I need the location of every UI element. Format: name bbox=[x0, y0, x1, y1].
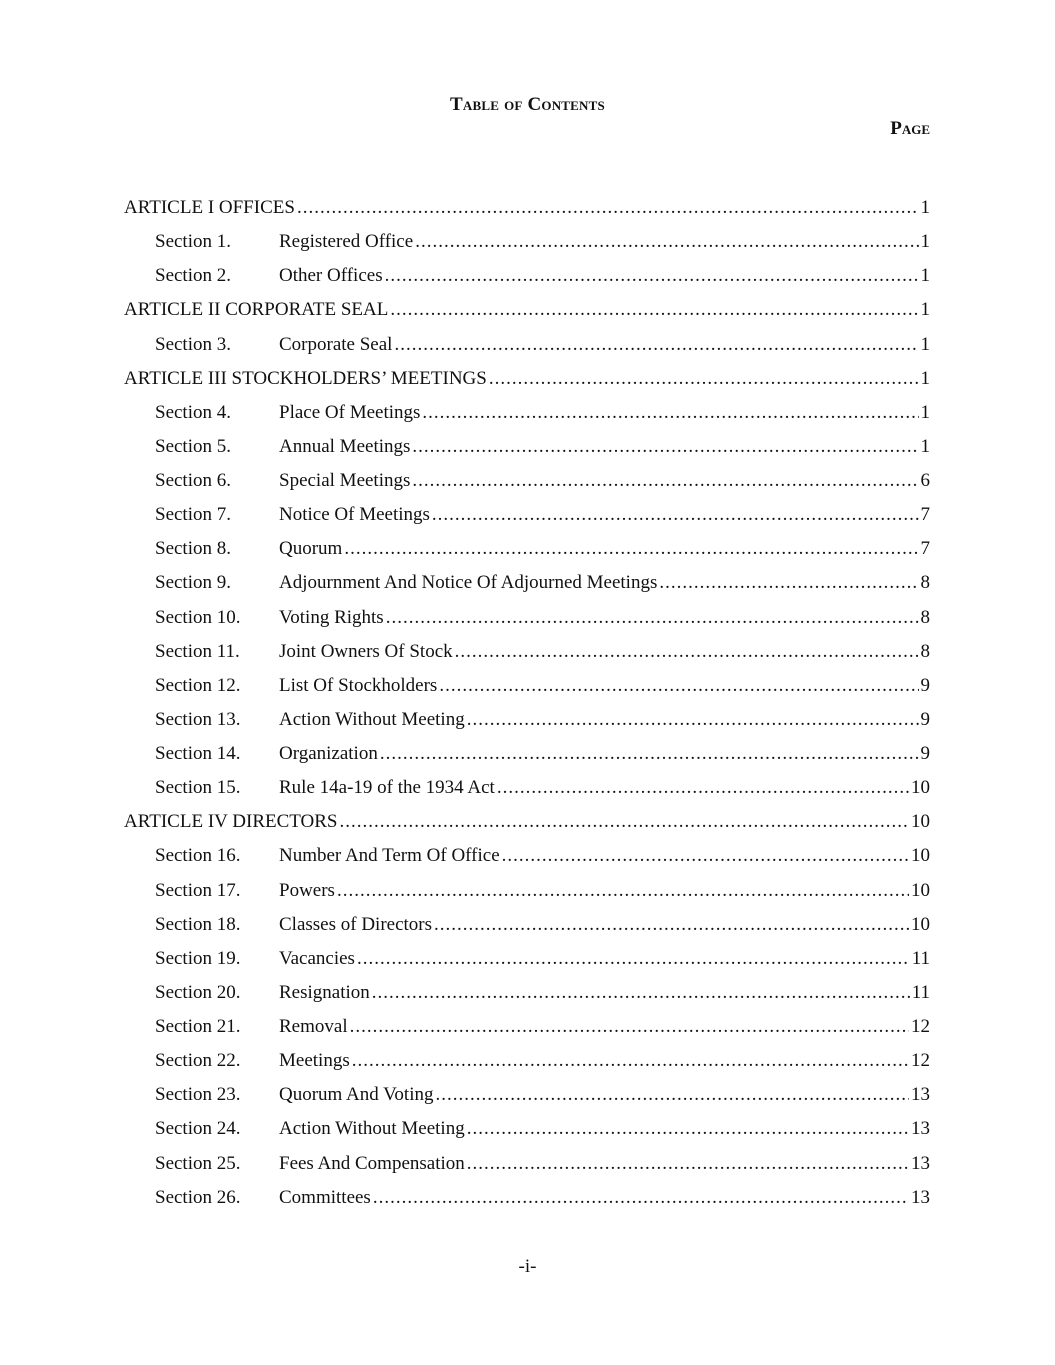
dot-leader bbox=[434, 908, 909, 942]
section-number: Section 21. bbox=[155, 1016, 241, 1037]
page-reference: 7 bbox=[920, 504, 930, 526]
toc-section-entry[interactable] bbox=[124, 532, 930, 566]
dot-leader bbox=[497, 771, 909, 805]
section-title: Committees bbox=[279, 1186, 371, 1208]
section-title: Annual Meetings bbox=[279, 435, 411, 457]
section-number: Section 8. bbox=[155, 538, 231, 560]
page-reference: 1 bbox=[920, 265, 930, 287]
page-reference: 1 bbox=[920, 231, 930, 253]
dot-leader bbox=[380, 737, 919, 771]
section-number: Section 19. bbox=[155, 947, 241, 969]
toc-section-entry[interactable] bbox=[124, 566, 930, 600]
toc-article-entry[interactable] bbox=[124, 805, 930, 839]
toc-section-entry[interactable] bbox=[124, 430, 930, 464]
dot-leader bbox=[415, 225, 918, 259]
page-reference: 11 bbox=[911, 947, 930, 969]
page-reference: 10 bbox=[911, 913, 930, 935]
dot-leader bbox=[412, 464, 918, 498]
dot-leader bbox=[432, 498, 919, 532]
toc-section-entry[interactable] bbox=[124, 259, 930, 293]
dot-leader bbox=[386, 601, 919, 635]
page-reference: 1 bbox=[920, 367, 930, 389]
page-reference: 11 bbox=[911, 981, 930, 1003]
page-reference: 1 bbox=[920, 197, 930, 218]
page-reference: 8 bbox=[920, 606, 930, 628]
dot-leader bbox=[659, 566, 918, 600]
page-number: -i- bbox=[518, 1256, 537, 1277]
section-number: Section 26. bbox=[155, 1186, 241, 1208]
section-title: Rule 14a-19 of the 1934 Act bbox=[279, 777, 495, 799]
toc-section-entry[interactable] bbox=[124, 771, 930, 805]
toc-section-entry[interactable] bbox=[124, 703, 930, 737]
section-number: Section 7. bbox=[155, 504, 231, 526]
section-title: Resignation bbox=[279, 981, 370, 1003]
dot-leader bbox=[467, 1112, 909, 1146]
toc-section-entry[interactable] bbox=[124, 464, 930, 498]
section-title: Organization bbox=[279, 743, 378, 764]
section-number: Section 1. bbox=[155, 231, 231, 253]
dot-leader bbox=[439, 669, 918, 703]
dot-leader bbox=[357, 942, 910, 976]
section-title: Action Without Meeting bbox=[279, 1118, 465, 1140]
page-reference: 1 bbox=[920, 299, 930, 321]
section-number: Section 13. bbox=[155, 708, 241, 730]
section-number: Section 17. bbox=[155, 879, 241, 901]
article-title: ARTICLE I OFFICES bbox=[124, 197, 295, 218]
section-number: Section 10. bbox=[155, 606, 241, 628]
dot-leader bbox=[297, 191, 919, 225]
section-number: Section 14. bbox=[155, 743, 241, 764]
dot-leader bbox=[467, 1147, 909, 1181]
toc-section-entry[interactable] bbox=[124, 1078, 930, 1112]
section-number: Section 15. bbox=[155, 777, 241, 799]
toc-section-entry[interactable] bbox=[124, 1112, 930, 1146]
toc-section-entry[interactable] bbox=[124, 908, 930, 942]
dot-leader bbox=[337, 874, 909, 908]
section-title: Corporate Seal bbox=[279, 333, 393, 355]
section-title: Vacancies bbox=[279, 947, 355, 969]
toc-section-entry[interactable] bbox=[124, 839, 930, 873]
page-reference: 1 bbox=[920, 333, 930, 355]
toc-article-entry[interactable] bbox=[124, 293, 930, 327]
section-title: Special Meetings bbox=[279, 470, 411, 491]
toc-section-entry[interactable] bbox=[124, 498, 930, 532]
dot-leader bbox=[436, 1078, 910, 1112]
page-reference: 9 bbox=[920, 674, 930, 696]
page-reference: 10 bbox=[911, 845, 930, 867]
section-title: Meetings bbox=[279, 1050, 350, 1072]
section-number: Section 12. bbox=[155, 674, 241, 696]
dot-leader bbox=[385, 259, 919, 293]
dot-leader bbox=[394, 328, 918, 362]
section-title: Registered Office bbox=[279, 231, 414, 253]
dot-leader bbox=[352, 1044, 909, 1078]
dot-leader bbox=[340, 805, 910, 839]
dot-leader bbox=[350, 1010, 909, 1044]
page-reference: 13 bbox=[911, 1084, 930, 1106]
section-number: Section 16. bbox=[155, 845, 241, 867]
dot-leader bbox=[373, 1181, 909, 1215]
article-title: ARTICLE IV DIRECTORS bbox=[124, 811, 338, 833]
dot-leader bbox=[422, 396, 918, 430]
article-title: ARTICLE III STOCKHOLDERS’ MEETINGS bbox=[124, 367, 487, 389]
toc-section-entry[interactable] bbox=[124, 601, 930, 635]
section-title: Adjournment And Notice Of Adjourned Meetings bbox=[279, 572, 658, 594]
section-title: Quorum And Voting bbox=[279, 1084, 434, 1106]
section-title: Number And Term Of Office bbox=[279, 845, 500, 867]
page-reference: 9 bbox=[920, 708, 930, 730]
section-number: Section 3. bbox=[155, 333, 231, 355]
toc-section-entry[interactable] bbox=[124, 328, 930, 362]
page-column-label: Page bbox=[890, 118, 930, 139]
toc-article-entry[interactable] bbox=[124, 191, 930, 225]
section-title: Quorum bbox=[279, 538, 343, 560]
page-reference: 10 bbox=[911, 879, 930, 901]
section-number: Section 5. bbox=[155, 435, 231, 457]
section-number: Section 2. bbox=[155, 265, 231, 287]
section-title: Fees And Compensation bbox=[279, 1152, 465, 1174]
toc-title: Table of Contents bbox=[450, 94, 605, 115]
toc-section-entry[interactable] bbox=[124, 396, 930, 430]
toc-section-entry[interactable] bbox=[124, 225, 930, 259]
page-reference: 10 bbox=[911, 811, 930, 833]
page-reference: 12 bbox=[911, 1050, 930, 1072]
page-reference: 12 bbox=[911, 1016, 930, 1037]
section-title: Classes of Directors bbox=[279, 913, 433, 935]
page-reference: 8 bbox=[920, 640, 930, 662]
toc-section-entry[interactable] bbox=[124, 1044, 930, 1078]
toc-section-entry[interactable] bbox=[124, 635, 930, 669]
page-reference: 1 bbox=[920, 435, 930, 457]
page-reference: 8 bbox=[920, 572, 930, 594]
section-number: Section 6. bbox=[155, 470, 231, 491]
toc-section-entry[interactable] bbox=[124, 1010, 930, 1044]
page-reference: 7 bbox=[920, 538, 930, 560]
page-reference: 13 bbox=[911, 1152, 930, 1174]
section-title: Notice Of Meetings bbox=[279, 504, 430, 526]
section-number: Section 11. bbox=[155, 640, 240, 662]
section-number: Section 25. bbox=[155, 1152, 241, 1174]
page-reference: 10 bbox=[911, 777, 930, 799]
page-reference: 9 bbox=[920, 743, 930, 764]
toc-section-entry[interactable] bbox=[124, 942, 930, 976]
page-reference: 6 bbox=[920, 470, 930, 491]
section-number: Section 20. bbox=[155, 981, 241, 1003]
toc-section-entry[interactable] bbox=[124, 976, 930, 1010]
toc-section-entry[interactable] bbox=[124, 1181, 930, 1215]
section-number: Section 18. bbox=[155, 913, 241, 935]
section-number: Section 9. bbox=[155, 572, 231, 594]
section-title: Action Without Meeting bbox=[279, 708, 465, 730]
page-reference: 13 bbox=[911, 1118, 930, 1140]
dot-leader bbox=[344, 532, 918, 566]
dot-leader bbox=[502, 839, 909, 873]
toc-article-entry[interactable] bbox=[124, 362, 930, 396]
toc-section-entry[interactable] bbox=[124, 874, 930, 908]
section-number: Section 22. bbox=[155, 1050, 241, 1072]
section-title: Place Of Meetings bbox=[279, 401, 421, 423]
dot-leader bbox=[390, 293, 918, 327]
section-title: Voting Rights bbox=[279, 606, 384, 628]
section-title: List Of Stockholders bbox=[279, 674, 438, 696]
toc-section-entry[interactable] bbox=[124, 669, 930, 703]
toc-section-entry[interactable] bbox=[124, 737, 930, 771]
dot-leader bbox=[467, 703, 919, 737]
section-number: Section 24. bbox=[155, 1118, 241, 1140]
section-number: Section 4. bbox=[155, 401, 231, 423]
page-reference: 1 bbox=[920, 401, 930, 423]
dot-leader bbox=[412, 430, 918, 464]
section-title: Joint Owners Of Stock bbox=[279, 640, 453, 662]
dot-leader bbox=[489, 362, 919, 396]
dot-leader bbox=[455, 635, 919, 669]
dot-leader bbox=[372, 976, 910, 1010]
section-title: Other Offices bbox=[279, 265, 383, 287]
toc-section-entry[interactable] bbox=[124, 1147, 930, 1181]
section-number: Section 23. bbox=[155, 1084, 241, 1106]
page-reference: 13 bbox=[911, 1186, 930, 1208]
table-of-contents bbox=[124, 191, 930, 1215]
section-title: Removal bbox=[279, 1016, 348, 1037]
section-title: Powers bbox=[279, 879, 335, 901]
article-title: ARTICLE II CORPORATE SEAL bbox=[124, 299, 389, 321]
